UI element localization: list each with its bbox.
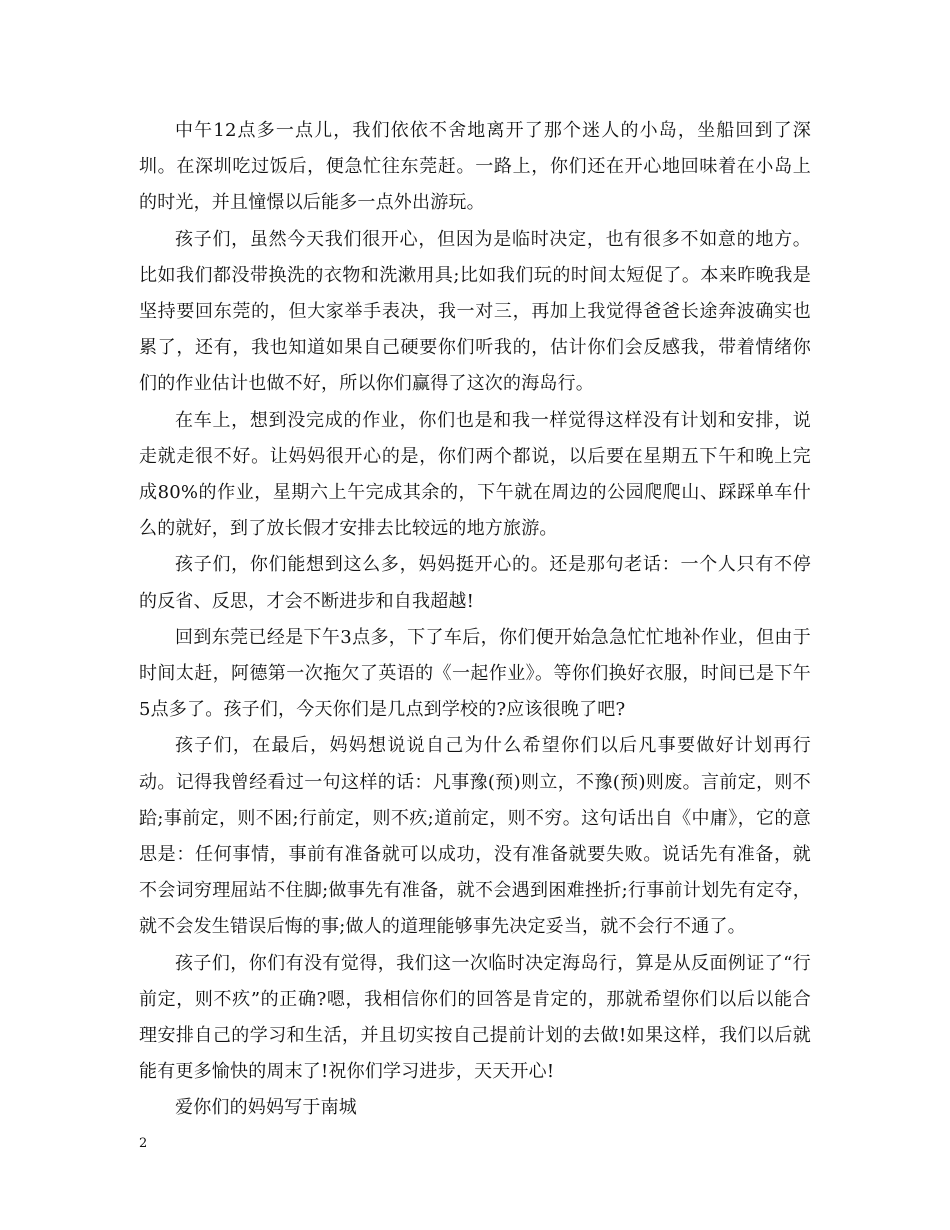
letter-body (139, 113, 811, 1127)
paragraph-2: 孩子们，虽然今天我们很开心，但因为是临时决定，也有很多不如意的地方。比如我们都没带换洗的衣物和洗漱用具;比如我们玩的时间太短促了。本来昨晚我是坚持要回东莞的，但大家举手表决，我一对三，再加上我觉得爸爸长途奔波确实也累了，还有，我也知道如果自己硬要你们听我的，估计你们会反感我，带着情绪你们的作业估计也做不好，所以你们赢得了这次的海岛行。 (139, 228, 811, 395)
paragraph-4: 孩子们，你们能想到这么多，妈妈挺开心的。还是那句老话：一个人只有不停的反省、反思，才会不断进步和自我超越! (139, 554, 811, 612)
page-number: 2 (139, 1136, 148, 1151)
paragraph-6: 孩子们，在最后，妈妈想说说自己为什么希望你们以后凡事要做好计划再行动。记得我曾经看过一句这样的话：凡事豫(预)则立，不豫(预)则废。言前定，则不跲;事前定，则不困;行前定，则不疚;道前定，则不穷。这句话出自《中庸》，它的意思是：任何事情，事前有准备就可以成功，没有准备就要失败。说话先有准备，就不会词穷理屈站不住脚;做事先有准备，就不会遇到困难挫折;行事前计划先有定夺，就不会发生错误后悔的事;做人的道理能够事先决定妥当，就不会行不通了。 (139, 735, 811, 938)
paragraph-5: 回到东莞已经是下午3点多，下了车后，你们便开始急急忙忙地补作业，但由于时间太赶，阿德第一次拖欠了英语的《一起作业》。等你们换好衣服，时间已是下午5点多了。孩子们，今天你们是几点到学校的?应该很晚了吧? (139, 626, 811, 721)
paragraph-3: 在车上，想到没完成的作业，你们也是和我一样觉得这样没有计划和安排，说走就走很不好。让妈妈很开心的是，你们两个都说，以后要在星期五下午和晚上完成80%的作业，星期六上午完成其余的，下午就在周边的公园爬爬山、踩踩单车什么的就好，到了放长假才安排去比较远的地方旅游。 (139, 409, 811, 540)
paragraph-1: 中午12点多一点儿，我们依依不舍地离开了那个迷人的小岛，坐船回到了深圳。在深圳吃过饭后，便急忙往东莞赶。一路上，你们还在开心地回味着在小岛上的时光，并且憧憬以后能多一点外出游玩。 (139, 120, 811, 214)
paragraph-7: 孩子们，你们有没有觉得，我们这一次临时决定海岛行，算是从反面例证了“行前定，则不疚”的正确?嗯，我相信你们的回答是肯定的，那就希望你们以后以能合理安排自己的学习和生活，并且切实按自己提前计划的去做!如果这样，我们以后就能有更多愉快的周末了!祝你们学习进步，天天开心! (139, 952, 811, 1083)
signature-line: 爱你们的妈妈写于南城 (175, 1097, 357, 1119)
